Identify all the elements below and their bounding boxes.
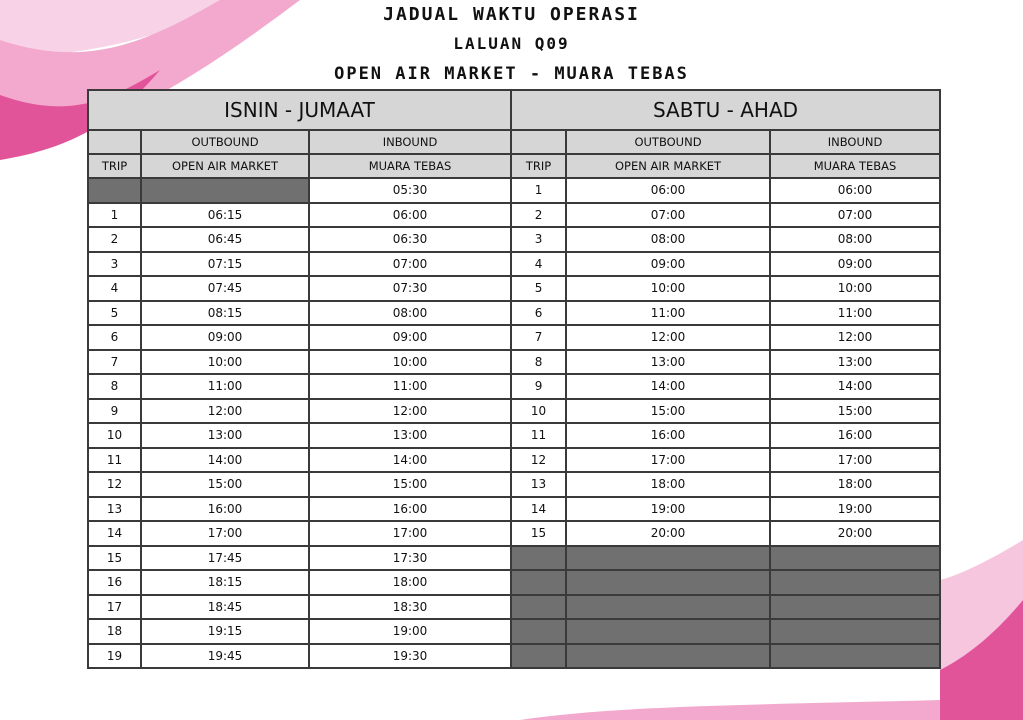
weekend-outbound-time: 19:00 xyxy=(566,497,770,522)
weekend-outbound-time: 14:00 xyxy=(566,374,770,399)
day-heading-row xyxy=(88,90,940,130)
weekend-trip-cell: 12 xyxy=(511,448,566,473)
weekend-inbound-time: 20:00 xyxy=(770,521,940,546)
weekday-trip-cell: 6 xyxy=(88,325,141,350)
weekday-outbound-time: 18:45 xyxy=(141,595,309,620)
weekend-outbound-time: 20:00 xyxy=(566,521,770,546)
table-row xyxy=(88,619,940,644)
weekday-inbound-time: 10:00 xyxy=(309,350,511,375)
weekend-inbound-time: 08:00 xyxy=(770,227,940,252)
weekend-empty-cell xyxy=(770,546,940,571)
weekend-trip-cell: 1 xyxy=(511,178,566,203)
weekend-empty-cell xyxy=(770,570,940,595)
weekend-inbound-time: 13:00 xyxy=(770,350,940,375)
weekend-trip-cell: 2 xyxy=(511,203,566,228)
origin-row xyxy=(88,154,940,178)
weekend-trip-cell: 13 xyxy=(511,472,566,497)
weekday-inbound-time: 05:30 xyxy=(309,178,511,203)
weekday-trip-cell: 10 xyxy=(88,423,141,448)
weekend-inbound-time: 11:00 xyxy=(770,301,940,326)
weekend-empty-cell xyxy=(511,595,566,620)
weekend-empty-cell xyxy=(511,619,566,644)
weekday-outbound-time xyxy=(141,178,309,203)
weekday-outbound-time: 14:00 xyxy=(141,448,309,473)
weekend-trip-cell: 14 xyxy=(511,497,566,522)
weekday-inbound-time: 17:30 xyxy=(309,546,511,571)
weekend-heading: SABTU - AHAD xyxy=(511,90,940,130)
weekday-outbound-time: 13:00 xyxy=(141,423,309,448)
weekend-empty-cell xyxy=(566,546,770,571)
weekday-inbound-time: 07:00 xyxy=(309,252,511,277)
weekday-trip-cell: 13 xyxy=(88,497,141,522)
weekday-outbound-time: 16:00 xyxy=(141,497,309,522)
weekday-trip-cell: 7 xyxy=(88,350,141,375)
weekday-outbound-time: 11:00 xyxy=(141,374,309,399)
table-row xyxy=(88,227,940,252)
weekend-inbound-time: 19:00 xyxy=(770,497,940,522)
weekday-trip-cell: 17 xyxy=(88,595,141,620)
weekday-outbound-label: OUTBOUND xyxy=(141,130,309,154)
weekday-outbound-time: 07:45 xyxy=(141,276,309,301)
weekend-inbound-time: 12:00 xyxy=(770,325,940,350)
table-row xyxy=(88,374,940,399)
table-row xyxy=(88,423,940,448)
weekday-trip-cell: 9 xyxy=(88,399,141,424)
weekend-outbound-label: OUTBOUND xyxy=(566,130,770,154)
weekday-inbound-time: 18:30 xyxy=(309,595,511,620)
weekend-empty-cell xyxy=(511,570,566,595)
weekend-outbound-time: 17:00 xyxy=(566,448,770,473)
weekday-outbound-time: 15:00 xyxy=(141,472,309,497)
weekday-inbound-origin: MUARA TEBAS xyxy=(309,154,511,178)
weekday-trip-cell xyxy=(88,178,141,203)
weekday-inbound-label: INBOUND xyxy=(309,130,511,154)
weekday-trip-cell: 8 xyxy=(88,374,141,399)
weekday-outbound-origin: OPEN AIR MARKET xyxy=(141,154,309,178)
weekday-trip-cell: 12 xyxy=(88,472,141,497)
blank-header-cell xyxy=(88,130,141,154)
blank-header-cell xyxy=(511,130,566,154)
weekday-outbound-time: 17:00 xyxy=(141,521,309,546)
weekday-trip-cell: 2 xyxy=(88,227,141,252)
weekend-outbound-time: 08:00 xyxy=(566,227,770,252)
weekday-heading: ISNIN - JUMAAT xyxy=(88,90,511,130)
weekday-trip-cell: 19 xyxy=(88,644,141,669)
route-code: LALUAN Q09 xyxy=(453,34,570,53)
weekend-trip-cell: 5 xyxy=(511,276,566,301)
weekday-inbound-time: 11:00 xyxy=(309,374,511,399)
weekend-inbound-time: 14:00 xyxy=(770,374,940,399)
table-row xyxy=(88,350,940,375)
page-title: JADUAL WAKTU OPERASI xyxy=(383,4,640,25)
weekday-trip-cell: 14 xyxy=(88,521,141,546)
weekend-inbound-time: 18:00 xyxy=(770,472,940,497)
weekday-outbound-time: 06:15 xyxy=(141,203,309,228)
weekend-empty-cell xyxy=(511,644,566,669)
table-row xyxy=(88,203,940,228)
weekend-outbound-time: 12:00 xyxy=(566,325,770,350)
weekday-trip-cell: 15 xyxy=(88,546,141,571)
weekend-trip-cell: 9 xyxy=(511,374,566,399)
weekday-trip-cell: 4 xyxy=(88,276,141,301)
table-row xyxy=(88,570,940,595)
weekend-empty-cell xyxy=(566,619,770,644)
weekend-empty-cell xyxy=(566,644,770,669)
weekday-outbound-time: 06:45 xyxy=(141,227,309,252)
weekday-outbound-time: 18:15 xyxy=(141,570,309,595)
weekday-inbound-time: 08:00 xyxy=(309,301,511,326)
weekend-trip-cell: 4 xyxy=(511,252,566,277)
weekday-outbound-time: 19:15 xyxy=(141,619,309,644)
table-row xyxy=(88,448,940,473)
weekday-outbound-time: 07:15 xyxy=(141,252,309,277)
weekday-inbound-time: 12:00 xyxy=(309,399,511,424)
weekend-empty-cell xyxy=(511,546,566,571)
weekday-outbound-time: 08:15 xyxy=(141,301,309,326)
weekend-outbound-time: 18:00 xyxy=(566,472,770,497)
table-row xyxy=(88,595,940,620)
weekday-outbound-time: 19:45 xyxy=(141,644,309,669)
weekend-inbound-time: 17:00 xyxy=(770,448,940,473)
table-row xyxy=(88,472,940,497)
weekend-empty-cell xyxy=(770,595,940,620)
weekend-trip-cell: 10 xyxy=(511,399,566,424)
weekday-trip-cell: 11 xyxy=(88,448,141,473)
weekend-trip-cell: 6 xyxy=(511,301,566,326)
weekend-outbound-time: 10:00 xyxy=(566,276,770,301)
weekend-inbound-time: 09:00 xyxy=(770,252,940,277)
weekday-inbound-time: 07:30 xyxy=(309,276,511,301)
table-row xyxy=(88,301,940,326)
weekday-outbound-time: 09:00 xyxy=(141,325,309,350)
weekend-trip-cell: 3 xyxy=(511,227,566,252)
weekday-trip-cell: 1 xyxy=(88,203,141,228)
weekend-outbound-time: 13:00 xyxy=(566,350,770,375)
weekday-outbound-time: 12:00 xyxy=(141,399,309,424)
table-row xyxy=(88,399,940,424)
table-row xyxy=(88,497,940,522)
table-row xyxy=(88,276,940,301)
weekday-inbound-time: 09:00 xyxy=(309,325,511,350)
weekend-outbound-time: 06:00 xyxy=(566,178,770,203)
weekday-trip-cell: 16 xyxy=(88,570,141,595)
weekend-outbound-time: 09:00 xyxy=(566,252,770,277)
weekend-trip-cell: 7 xyxy=(511,325,566,350)
weekend-outbound-time: 11:00 xyxy=(566,301,770,326)
weekday-inbound-time: 06:00 xyxy=(309,203,511,228)
weekday-outbound-time: 17:45 xyxy=(141,546,309,571)
table-row xyxy=(88,546,940,571)
weekend-inbound-time: 10:00 xyxy=(770,276,940,301)
weekday-inbound-time: 14:00 xyxy=(309,448,511,473)
weekend-outbound-time: 07:00 xyxy=(566,203,770,228)
weekend-empty-cell xyxy=(770,644,940,669)
weekend-empty-cell xyxy=(770,619,940,644)
table-row xyxy=(88,644,940,669)
weekend-inbound-time: 15:00 xyxy=(770,399,940,424)
weekday-inbound-time: 15:00 xyxy=(309,472,511,497)
weekday-inbound-time: 19:00 xyxy=(309,619,511,644)
weekday-trip-cell: 18 xyxy=(88,619,141,644)
weekday-trip-header: TRIP xyxy=(88,154,141,178)
weekday-trip-cell: 3 xyxy=(88,252,141,277)
table-row xyxy=(88,252,940,277)
weekend-outbound-time: 16:00 xyxy=(566,423,770,448)
weekend-inbound-origin: MUARA TEBAS xyxy=(770,154,940,178)
table-row xyxy=(88,521,940,546)
weekend-trip-cell: 15 xyxy=(511,521,566,546)
weekday-inbound-time: 13:00 xyxy=(309,423,511,448)
weekend-empty-cell xyxy=(566,570,770,595)
weekend-trip-cell: 11 xyxy=(511,423,566,448)
weekday-outbound-time: 10:00 xyxy=(141,350,309,375)
direction-row xyxy=(88,130,940,154)
weekend-inbound-time: 07:00 xyxy=(770,203,940,228)
weekday-trip-cell: 5 xyxy=(88,301,141,326)
weekend-inbound-label: INBOUND xyxy=(770,130,940,154)
weekend-trip-header: TRIP xyxy=(511,154,566,178)
weekday-inbound-time: 06:30 xyxy=(309,227,511,252)
weekday-inbound-time: 18:00 xyxy=(309,570,511,595)
weekend-inbound-time: 06:00 xyxy=(770,178,940,203)
weekend-trip-cell: 8 xyxy=(511,350,566,375)
schedule-table xyxy=(87,89,941,669)
weekend-inbound-time: 16:00 xyxy=(770,423,940,448)
weekday-inbound-time: 16:00 xyxy=(309,497,511,522)
table-row xyxy=(88,178,940,203)
route-name: OPEN AIR MARKET - MUARA TEBAS xyxy=(334,64,689,84)
weekend-outbound-time: 15:00 xyxy=(566,399,770,424)
weekday-inbound-time: 19:30 xyxy=(309,644,511,669)
weekday-inbound-time: 17:00 xyxy=(309,521,511,546)
weekend-empty-cell xyxy=(566,595,770,620)
weekend-outbound-origin: OPEN AIR MARKET xyxy=(566,154,770,178)
table-row xyxy=(88,325,940,350)
